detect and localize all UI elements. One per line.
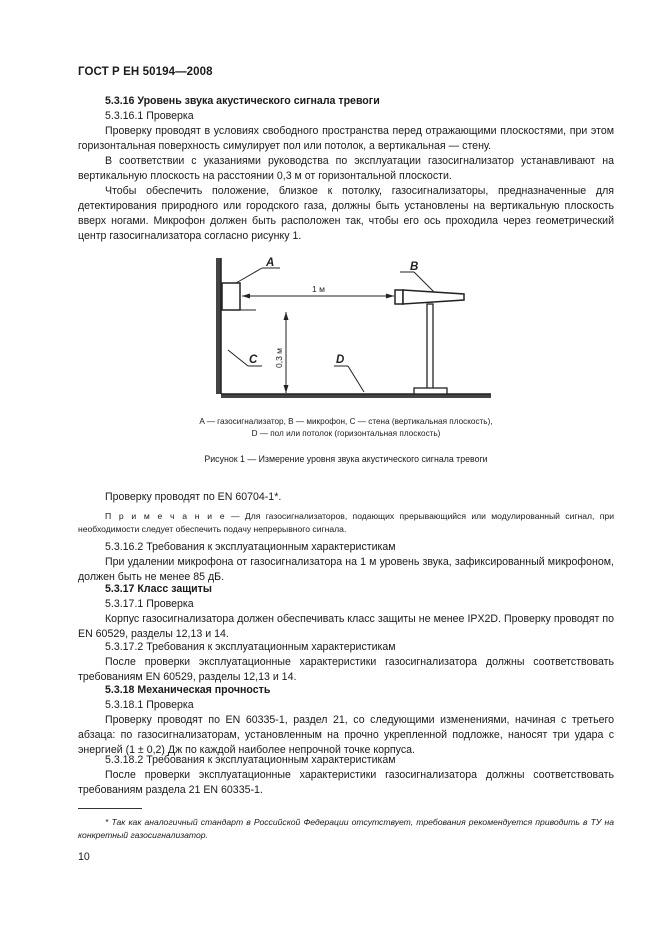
stand-base (414, 388, 447, 394)
figure-legend-line-2: D — пол или потолок (горизонтальная плоскость) (251, 429, 441, 438)
note-block (78, 510, 614, 535)
note-text: — Для газосигнализаторов, подающих прерывающийся или модулированный сигнал, при необходимости следует обеспечить подачу непрерывного сигнала. (78, 511, 614, 534)
figure-label-b: B (410, 261, 419, 273)
section-5-3-17-2-title: 5.3.17.2 Требования к эксплуатационным характеристикам (105, 641, 396, 653)
section-5-3-17-title: 5.3.17 Класс защиты (105, 583, 212, 595)
footnote-divider (78, 808, 142, 809)
figure-caption: Рисунок 1 — Измерение уровня звука акустического сигнала тревоги (204, 454, 488, 464)
section-5-3-17-1-title: 5.3.17.1 Проверка (105, 598, 194, 610)
figure-1-diagram (196, 250, 496, 402)
figure-legend-line-1: A — газосигнализатор, B — микрофон, C — стена (вертикальная плоскость), (199, 417, 493, 426)
section-5-3-16-title: 5.3.16 Уровень звука акустического сигнала тревоги (105, 95, 380, 107)
paragraph-free-field: Проверку проводят в условиях свободного пространства перед отражающими плоскостями, при этом горизонтальная поверхность симулирует пол или потолок, а вертикальная — стену. (78, 125, 614, 152)
document-header: ГОСТ Р ЕН 50194—2008 (78, 66, 213, 78)
paragraph-en60335: Проверку проводят по EN 60335-1, раздел 21, со следующими изменениями, начиная с третьего абзаца: по газосигнализаторам, установленным на прочно укрепленной подложке, наносят три удара с энергией (1 ± 0,2) Дж по каждой наиболее непрочной точке корпуса. (78, 714, 614, 756)
microphone-stand (427, 304, 433, 392)
paragraph-ceiling-position: Чтобы обеспечить положение, близкое к потолку, газосигнализаторы, предназначенные для детектирования природного или городского газа, должны быть установлены на вертикальную плоскость вверх ногами. Микрофон должен быть расположен так, чтобы его ось проходила через геометрический центр газосигнализатора согласно рисунку 1. (78, 185, 614, 242)
paragraph-mounting: В соответствии с указаниями руководства по эксплуатации газосигнализатор устанавливают на вертикальную плоскость на расстоянии 0,3 м от горизонтальной плоскости. (78, 155, 614, 182)
paragraph-85db: При удалении микрофона от газосигнализатора на 1 м уровень звука, зафиксированный микрофоном, должен быть не менее 85 дБ. (78, 556, 614, 583)
figure-label-d: D (336, 354, 345, 366)
paragraph-en60704: Проверку проводят по EN 60704-1*. (105, 491, 282, 503)
section-5-3-18-title: 5.3.18 Механическая прочность (105, 684, 271, 696)
paragraph-ipx2d: Корпус газосигнализатора должен обеспечивать класс защиты не менее IPX2D. Проверку проводят по EN 60529, разделы 12,13 и 14. (78, 613, 614, 640)
paragraph-section-21: После проверки эксплуатационные характеристики газосигнализатора должны соответствовать требованиям раздела 21 EN 60335-1. (78, 769, 614, 796)
dimension-1m-label: 1 м (312, 284, 325, 294)
figure-label-a: A (266, 257, 275, 269)
footnote: * Так как аналогичный стандарт в Российской Федерации отсутствует, требования рекомендуется приводить в ТУ на конкретный газосигнализатор. (78, 817, 614, 840)
section-5-3-16-1-title: 5.3.16.1 Проверка (105, 110, 194, 122)
dimension-03m-label: 0,3 м (274, 347, 284, 368)
microphone-head (395, 290, 403, 304)
section-5-3-18-1-title: 5.3.18.1 Проверка (105, 699, 194, 711)
paragraph-en60529: После проверки эксплуатационные характеристики газосигнализатора должны соответствовать требованиям EN 60529, разделы 12,13 и 14. (78, 656, 614, 683)
section-5-3-18-2-title: 5.3.18.2 Требования к эксплуатационным характеристикам (105, 754, 396, 766)
figure-label-c: C (249, 354, 258, 366)
note-label: П р и м е ч а н и е (105, 511, 226, 521)
gas-detector-shape (222, 283, 240, 310)
page-number: 10 (78, 851, 90, 863)
section-5-3-16-2-title: 5.3.16.2 Требования к эксплуатационным характеристикам (105, 541, 396, 553)
